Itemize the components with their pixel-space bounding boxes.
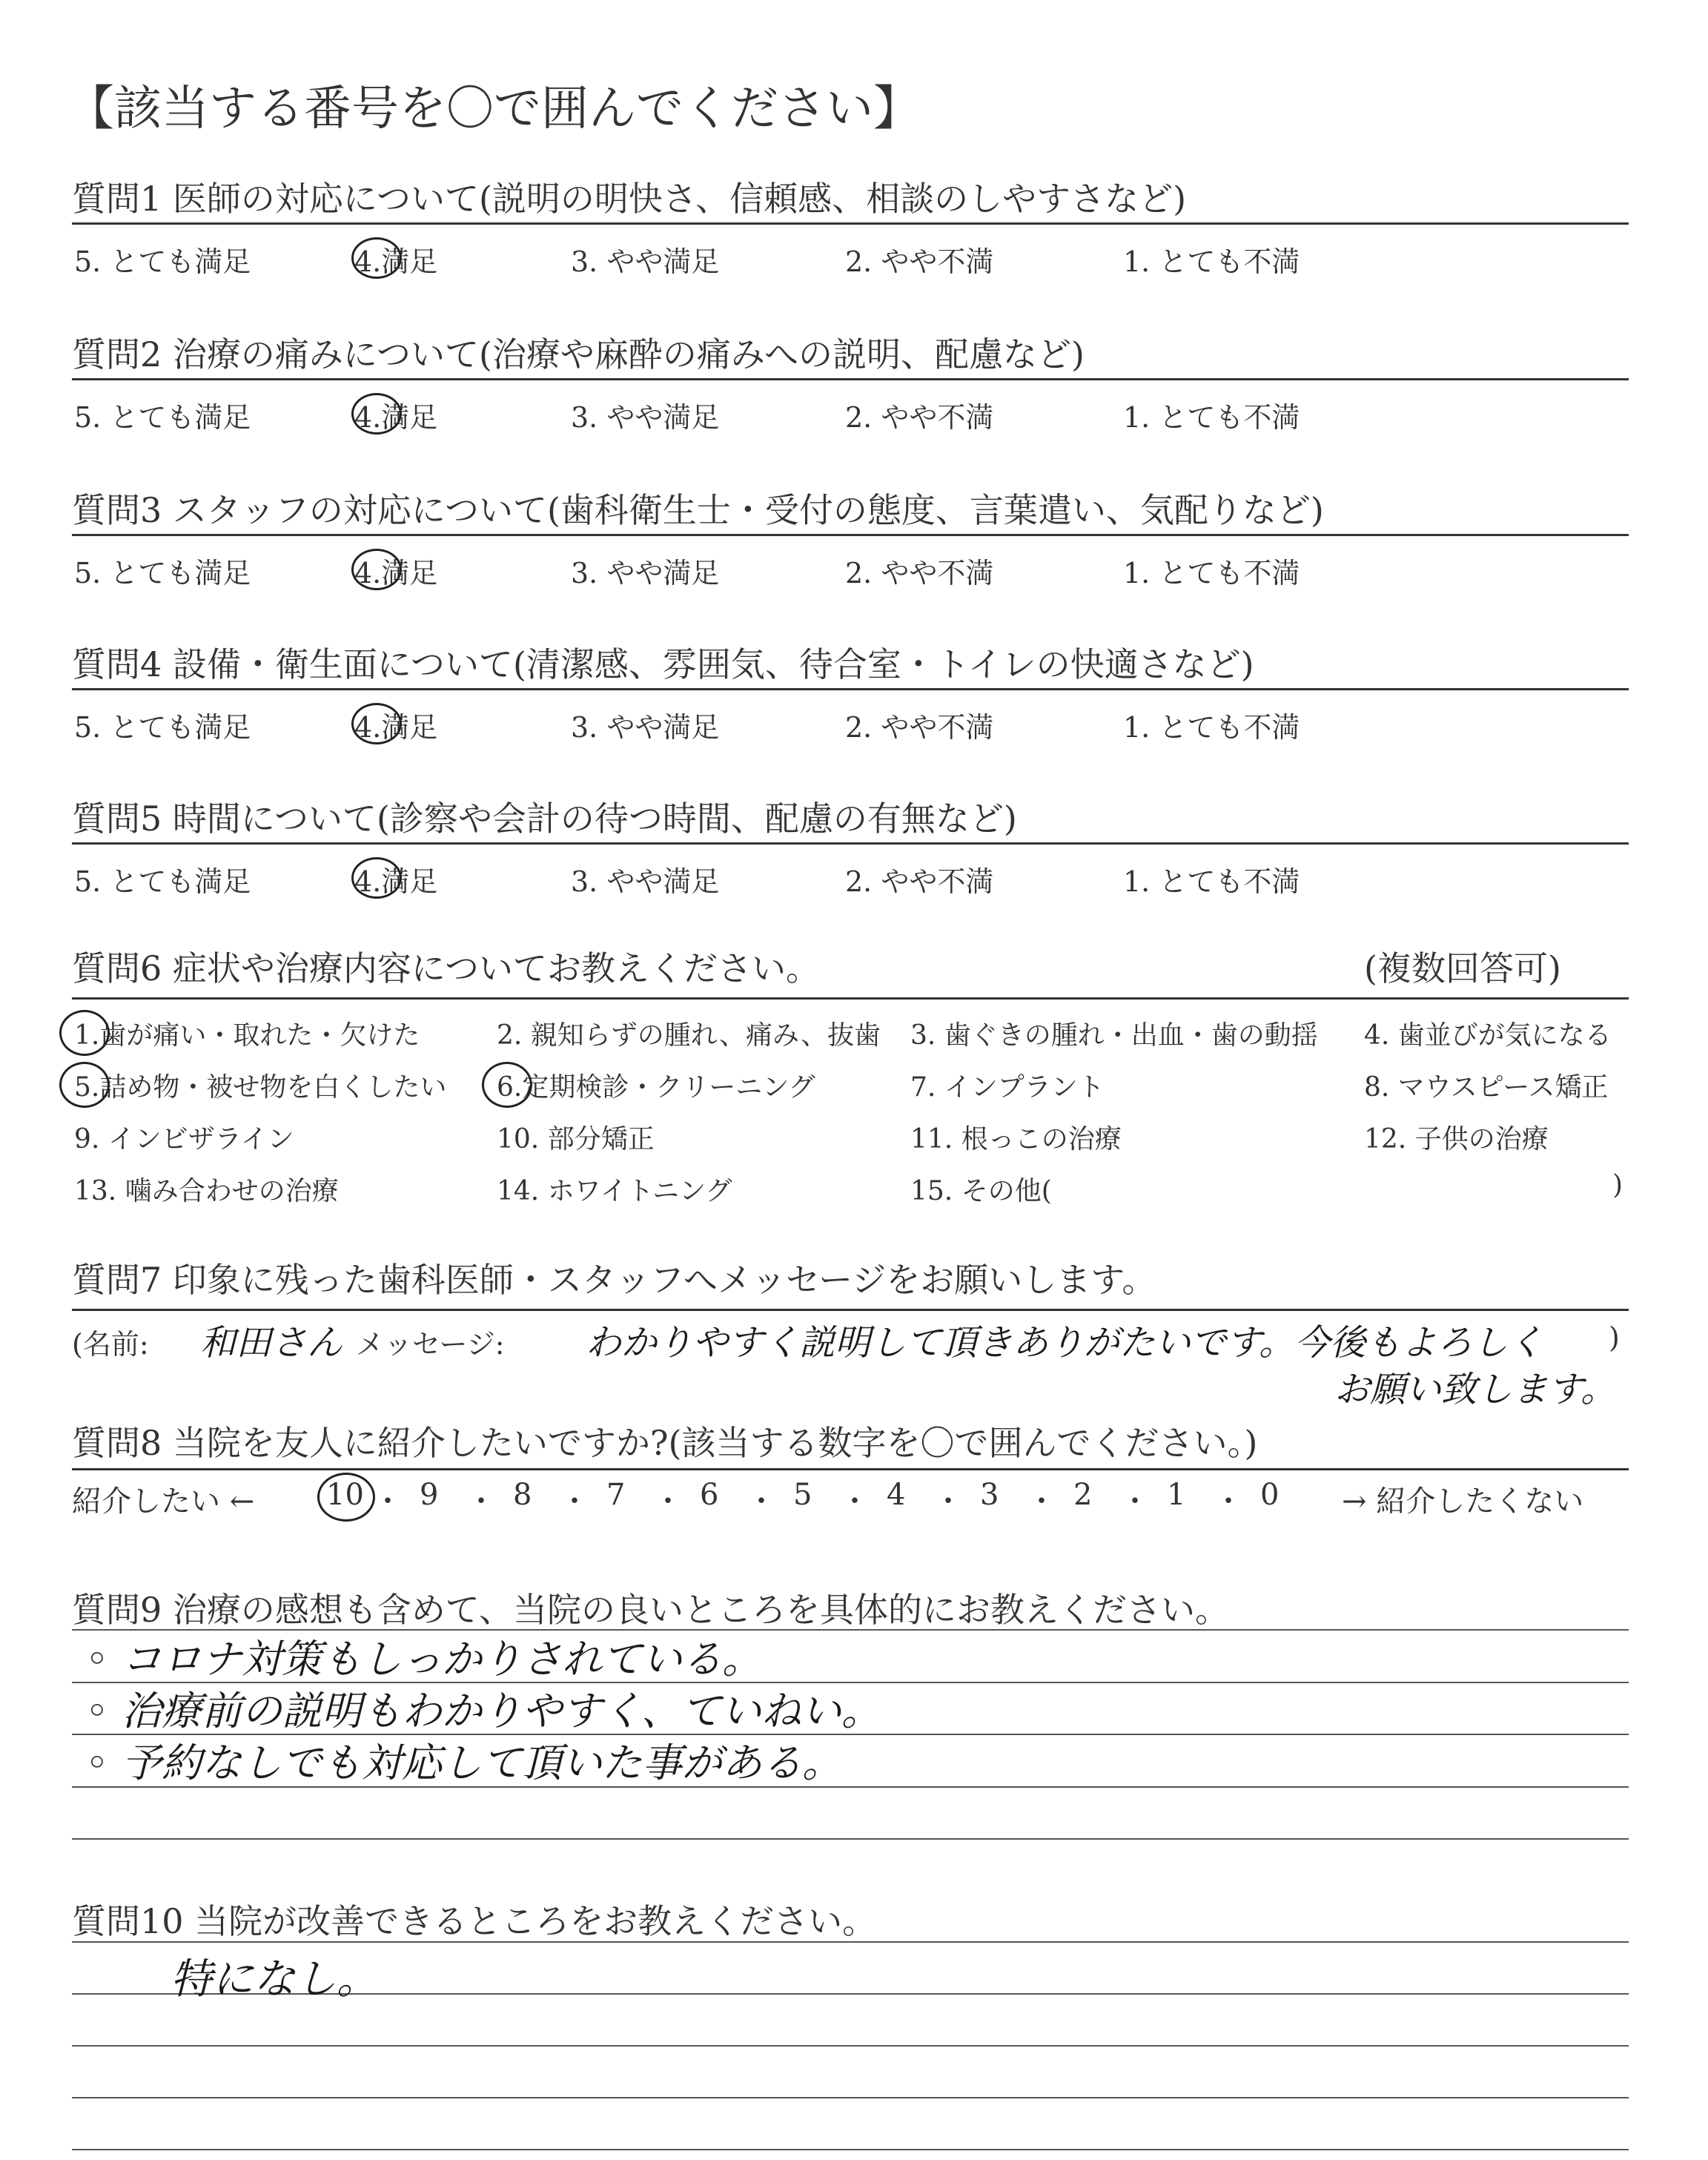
q1-title: 質問1 医師の対応について(説明の明快さ、信頼感、相談のしやすさなど) [72, 179, 1187, 219]
q4-option-5[interactable]: 5. とても満足 [74, 711, 251, 744]
q2-option-4[interactable]: 4.満足 [354, 401, 438, 434]
q2-option-2[interactable]: 2. やや不満 [845, 401, 994, 434]
q6-note: (複数回答可) [1364, 948, 1561, 988]
q6-option-5[interactable]: 5.詰め物・被せ物を白くしたい [74, 1072, 447, 1103]
q8-title: 質問8 当院を友人に紹介したいですか?(該当する数字を〇で囲んでください。) [72, 1423, 1258, 1463]
q3-title: 質問3 スタッフの対応について(歯科衛生士・受付の態度、言葉遣い、気配りなど) [72, 490, 1324, 530]
q6-option-4[interactable]: 4. 歯並びが気になる [1364, 1020, 1612, 1051]
q8-separator: ・ [466, 1484, 496, 1519]
q5-title: 質問5 時間について(診察や会計の待つ時間、配慮の有無など) [72, 799, 1017, 839]
selection-circle [59, 1062, 110, 1108]
selection-circle [351, 703, 402, 744]
q5-option-2[interactable]: 2. やや不満 [845, 865, 994, 898]
q9-title: 質問9 治療の感想も含めて、当院の良いところを具体的にお教えください。 [72, 1590, 1229, 1630]
q6-option-6[interactable]: 6.定期検診・クリーニング [497, 1072, 815, 1103]
q4-option-4[interactable]: 4.満足 [354, 711, 438, 744]
q3-option-2[interactable]: 2. やや不満 [845, 557, 994, 589]
q2-option-5[interactable]: 5. とても満足 [74, 401, 251, 434]
q6-option-15[interactable]: 15. その他( [910, 1176, 1052, 1206]
q3-option-1[interactable]: 1. とても不満 [1123, 557, 1300, 589]
q6-rule [72, 997, 1629, 1000]
q10-title: 質問10 当院が改善できるところをお教えください。 [72, 1901, 877, 1941]
q8-scale-8[interactable]: 8 [513, 1478, 532, 1512]
q9-line-5 [72, 1838, 1629, 1840]
q3-option-3[interactable]: 3. やや満足 [571, 557, 720, 589]
q7-title: 質問7 印象に残った歯科医師・スタッフへメッセージをお願いします。 [72, 1260, 1156, 1300]
q8-separator: ・ [1214, 1484, 1243, 1519]
q6-other-close[interactable]: ) [1612, 1170, 1623, 1200]
q6-option-2[interactable]: 2. 親知らずの腫れ、痛み、抜歯 [497, 1020, 881, 1051]
q10-line-4 [72, 2097, 1629, 2098]
q8-left-label: 紹介したい ← [72, 1484, 255, 1519]
q4-option-3[interactable]: 3. やや満足 [571, 711, 720, 744]
q8-scale-10[interactable]: 10 [326, 1478, 364, 1512]
q7-name-label: (名前: [72, 1328, 149, 1361]
q1-option-5[interactable]: 5. とても満足 [74, 245, 251, 278]
page-title: 【該当する番号を〇で囲んでください】 [67, 82, 921, 136]
q8-scale-6[interactable]: 6 [700, 1478, 719, 1512]
q8-separator: ・ [747, 1484, 776, 1519]
selection-circle [482, 1062, 532, 1108]
q6-option-10[interactable]: 10. 部分矯正 [497, 1124, 655, 1155]
q6-option-3[interactable]: 3. 歯ぐきの腫れ・出血・歯の動揺 [910, 1020, 1318, 1051]
selection-circle [351, 549, 402, 590]
q1-option-2[interactable]: 2. やや不満 [845, 245, 994, 278]
q10-line-5 [72, 2149, 1629, 2150]
selection-circle [317, 1473, 375, 1522]
q7-name-value: 和田さん [200, 1322, 343, 1364]
q2-option-3[interactable]: 3. やや満足 [571, 401, 720, 434]
q5-option-5[interactable]: 5. とても満足 [74, 865, 251, 898]
q6-option-8[interactable]: 8. マウスピース矯正 [1364, 1072, 1609, 1103]
selection-circle [351, 393, 402, 435]
q5-option-1[interactable]: 1. とても不満 [1123, 865, 1300, 898]
q8-scale-0[interactable]: 0 [1260, 1478, 1280, 1512]
q8-right-label: → 紹介したくない [1342, 1484, 1584, 1519]
selection-circle [351, 857, 402, 899]
q8-scale-2[interactable]: 2 [1073, 1478, 1093, 1512]
q5-rule [72, 842, 1629, 845]
q6-option-1[interactable]: 1.歯が痛い・取れた・欠けた [74, 1020, 420, 1051]
q8-scale-7[interactable]: 7 [606, 1478, 626, 1512]
q4-option-1[interactable]: 1. とても不満 [1123, 711, 1300, 744]
q3-option-5[interactable]: 5. とても満足 [74, 557, 251, 589]
q6-option-14[interactable]: 14. ホワイトニング [497, 1176, 732, 1206]
q6-option-13[interactable]: 13. 噛み合わせの治療 [74, 1176, 339, 1206]
q9-answer-1: ◦ コロナ対策もしっかりされている。 [85, 1636, 763, 1682]
q7-rule [72, 1309, 1629, 1311]
q2-title: 質問2 治療の痛みについて(治療や麻酔の痛みへの説明、配慮など) [72, 334, 1085, 374]
q1-option-4[interactable]: 4.満足 [354, 245, 438, 278]
q10-answer: 特になし。 [171, 1955, 378, 2004]
q1-rule [72, 222, 1629, 225]
q8-scale-1[interactable]: 1 [1167, 1478, 1186, 1512]
q8-separator: ・ [1027, 1484, 1056, 1519]
q4-rule [72, 688, 1629, 690]
q8-scale-3[interactable]: 3 [980, 1478, 999, 1512]
q3-option-4[interactable]: 4.満足 [354, 557, 438, 589]
selection-circle [351, 237, 402, 279]
q8-separator: ・ [373, 1484, 403, 1519]
q8-scale-5[interactable]: 5 [793, 1478, 812, 1512]
q2-rule [72, 378, 1629, 380]
selection-circle [59, 1010, 110, 1056]
q8-separator: ・ [933, 1484, 963, 1519]
q4-option-2[interactable]: 2. やや不満 [845, 711, 994, 744]
q6-option-9[interactable]: 9. インビザライン [74, 1124, 294, 1155]
q8-scale-9[interactable]: 9 [420, 1478, 439, 1512]
q9-answer-2: ◦ 治療前の説明もわかりやすく、ていねい。 [85, 1688, 881, 1734]
q8-separator: ・ [560, 1484, 589, 1519]
q7-message-line1: わかりやすく説明して頂きありがたいです。今後もよろしく [586, 1322, 1544, 1364]
q2-option-1[interactable]: 1. とても不満 [1123, 401, 1300, 434]
q8-separator: ・ [1120, 1484, 1150, 1519]
q6-option-12[interactable]: 12. 子供の治療 [1364, 1124, 1549, 1155]
q10-line-3 [72, 2045, 1629, 2047]
q7-close: ) [1609, 1321, 1620, 1354]
q8-separator: ・ [653, 1484, 683, 1519]
q1-option-3[interactable]: 3. やや満足 [571, 245, 720, 278]
q1-option-1[interactable]: 1. とても不満 [1123, 245, 1300, 278]
q7-message-label: メッセージ: [356, 1328, 505, 1361]
q6-option-11[interactable]: 11. 根っこの治療 [910, 1124, 1122, 1155]
q8-rule [72, 1468, 1629, 1470]
q8-separator: ・ [840, 1484, 870, 1519]
q5-option-4[interactable]: 4.満足 [354, 865, 438, 898]
q6-option-7[interactable]: 7. インプラント [910, 1072, 1105, 1103]
q5-option-3[interactable]: 3. やや満足 [571, 865, 720, 898]
q6-title: 質問6 症状や治療内容についてお教えください。 [72, 948, 820, 988]
q4-title: 質問4 設備・衛生面について(清潔感、雰囲気、待合室・トイレの快適さなど) [72, 644, 1254, 684]
q7-message-line2: お願い致します。 [1334, 1369, 1617, 1410]
q8-scale-4[interactable]: 4 [887, 1478, 906, 1512]
q10-line-1 [72, 1941, 1629, 1943]
q3-rule [72, 534, 1629, 536]
q9-answer-3: ◦ 予約なしでも対応して頂いた事がある。 [85, 1740, 843, 1786]
